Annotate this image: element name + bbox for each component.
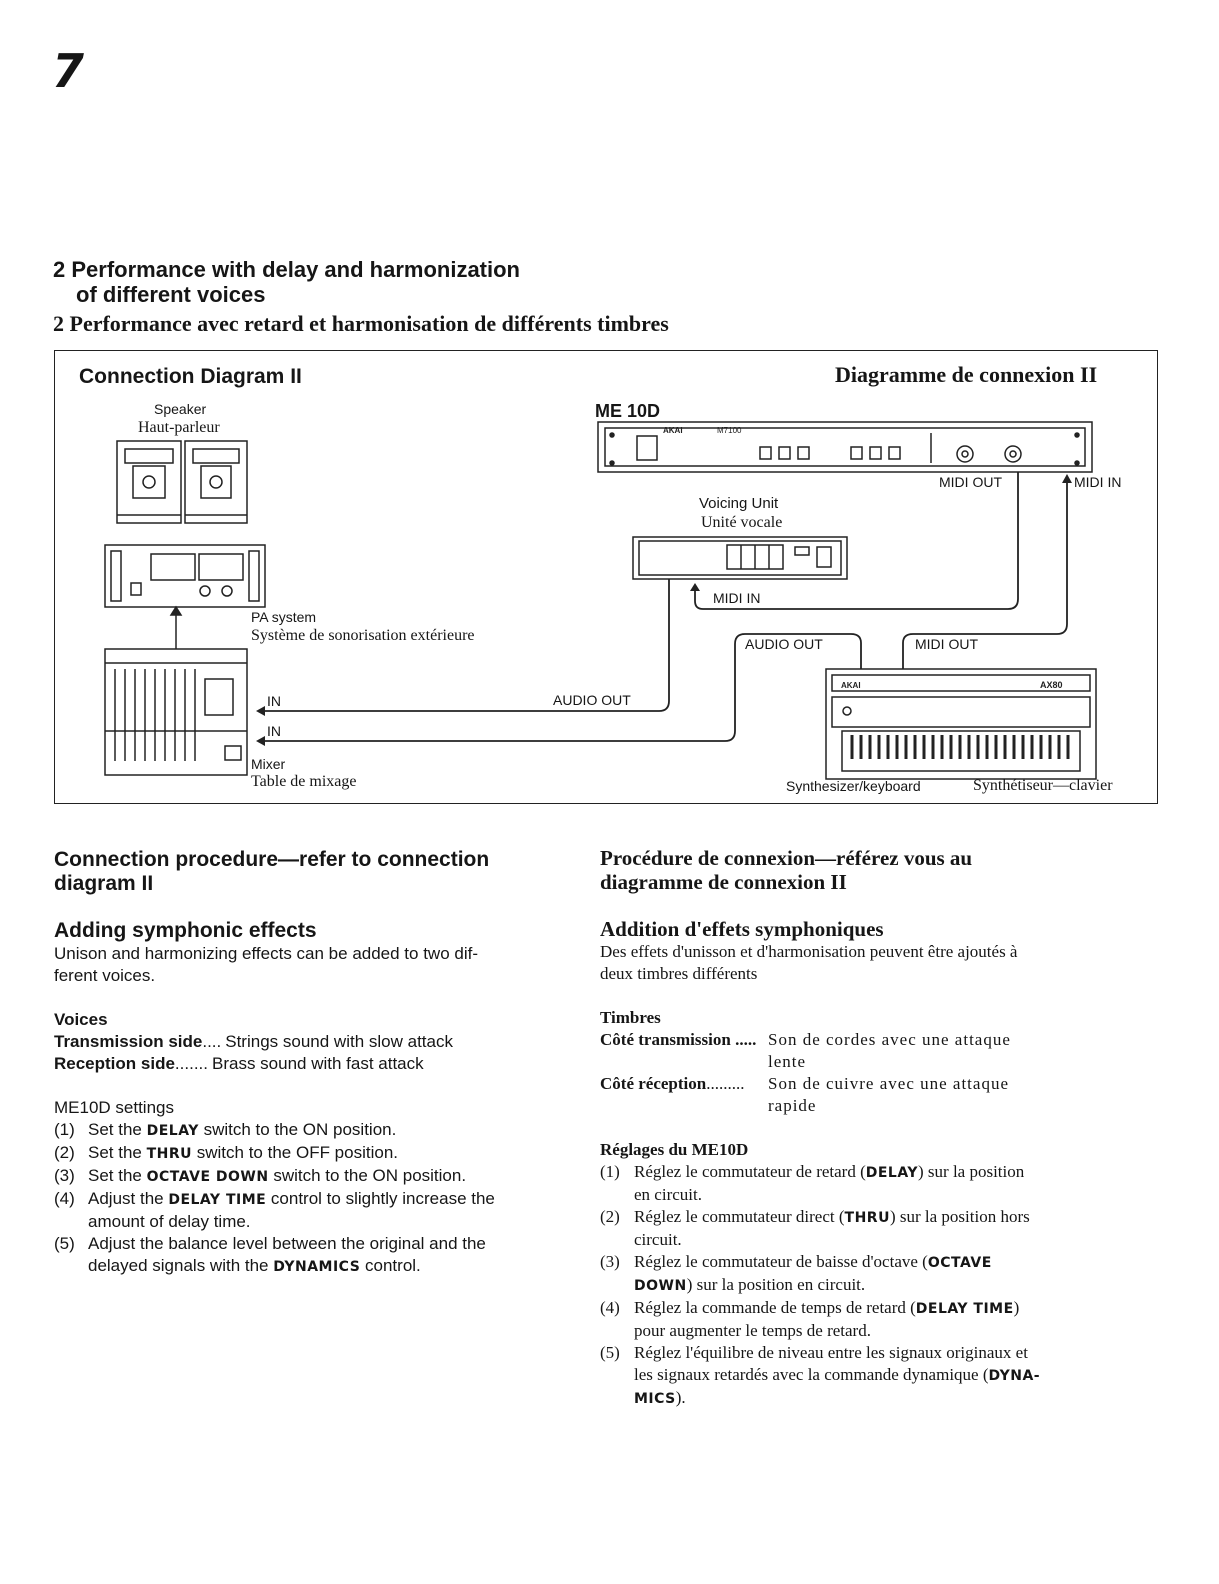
- tx-value-fr-2: lente: [768, 1052, 807, 1071]
- settings-title-fr: Réglages du ME10D: [600, 1140, 749, 1159]
- item-text: ).: [675, 1388, 686, 1407]
- effects-title-fr: Addition d'effets symphoniques: [600, 917, 884, 941]
- settings-item-fr: [600, 1297, 1130, 1342]
- synth-label-en: Synthesizer/keyboard: [786, 778, 921, 794]
- speaker-label-en: Speaker: [154, 401, 207, 417]
- mixer-label-fr: Table de mixage: [251, 773, 357, 790]
- synth-model: AX80: [1040, 680, 1063, 690]
- proc-title-en-line2: diagram II: [54, 872, 154, 895]
- item-text: ) sur la position: [918, 1162, 1025, 1181]
- settings-item-fr: [600, 1161, 1130, 1206]
- rx-dots-fr: .........: [706, 1074, 745, 1093]
- item-number: (4): [600, 1298, 620, 1317]
- item-keyword: DELAY TIME: [915, 1301, 1014, 1317]
- item-keyword: DELAY TIME: [168, 1192, 267, 1208]
- item-pre: Adjust the: [88, 1189, 169, 1208]
- effects-text-fr: [600, 941, 1130, 985]
- item-number: (3): [600, 1252, 620, 1271]
- item-text: Réglez l'équilibre de niveau entre les signaux originaux et: [634, 1343, 1028, 1362]
- item-keyword: THRU: [146, 1146, 193, 1162]
- rx-label-en: Reception side: [54, 1054, 175, 1073]
- proc-title-en: [54, 848, 584, 896]
- settings-title-en: ME10D settings: [54, 1098, 174, 1117]
- speaker-left-icon: [117, 441, 181, 523]
- item-post: switch to the OFF position.: [192, 1143, 398, 1162]
- mixer-to-pa-arrow: [171, 607, 181, 649]
- item-keyword: DELAY: [146, 1123, 199, 1139]
- item-text: Réglez le commutateur de baisse d'octave (: [634, 1252, 928, 1271]
- synth-label-fr: Synthétiseur—clavier: [973, 777, 1113, 794]
- item-text: circuit.: [634, 1230, 682, 1249]
- tx-dots-fr: .....: [735, 1030, 757, 1049]
- page-number: 7: [52, 44, 85, 98]
- item-post: switch to the ON position.: [268, 1166, 467, 1185]
- proc-title-fr-line1: Procédure de connexion—référez vous au: [600, 846, 973, 870]
- section-heading-en: [53, 257, 520, 307]
- synth-audio-out-label: AUDIO OUT: [745, 636, 823, 652]
- english-column: [54, 848, 584, 1278]
- voicing-label-en: Voicing Unit: [699, 495, 779, 512]
- settings-item-fr: [600, 1342, 1130, 1410]
- voices-tx-row-en: [54, 1031, 584, 1053]
- voices-title-fr: Timbres: [600, 1008, 661, 1027]
- item-keyword: DELAY: [865, 1165, 918, 1181]
- french-column: [600, 846, 1130, 1410]
- connection-diagram: [54, 350, 1158, 804]
- me10d-midi-in-label: MIDI IN: [1074, 474, 1122, 490]
- section-heading-en-line1: 2 Performance with delay and harmonization: [53, 257, 520, 282]
- item-text: ) sur la position hors: [889, 1207, 1030, 1226]
- item-pre: Set the: [88, 1166, 147, 1185]
- rx-value-fr-2: rapide: [768, 1096, 817, 1115]
- item-keyword: DOWN: [634, 1278, 687, 1294]
- mixer-in-1-label: IN: [267, 693, 281, 709]
- effects-text-en-line2: ferent voices.: [54, 966, 156, 985]
- settings-item-en: [54, 1233, 584, 1278]
- proc-title-fr: [600, 846, 1130, 894]
- item-keyword: OCTAVE: [927, 1255, 992, 1271]
- mixer-in-2-arrow: [256, 736, 265, 746]
- effects-text-en: [54, 943, 584, 987]
- item-number: (5): [54, 1234, 75, 1253]
- tx-dots-en: ....: [202, 1032, 222, 1051]
- item-post: switch to the ON position.: [198, 1120, 397, 1139]
- settings-list-fr: [600, 1161, 1130, 1410]
- item-number: (5): [600, 1343, 620, 1362]
- item-text: les signaux retardés avec la commande dynamique (: [634, 1365, 989, 1384]
- item-number: (2): [600, 1207, 620, 1226]
- item-keyword: MICS: [634, 1391, 676, 1407]
- diagram-title-fr: Diagramme de connexion II: [835, 362, 1098, 387]
- voices-tx-row-fr: [600, 1029, 1130, 1073]
- pa-label-fr: Système de sonorisation extérieure: [251, 627, 475, 644]
- item-number: (2): [54, 1143, 75, 1162]
- item-text: Réglez le commutateur direct (: [634, 1207, 845, 1226]
- item-pre: Set the: [88, 1120, 147, 1139]
- voicing-unit-icon: [633, 537, 847, 579]
- item-number: (4): [54, 1189, 75, 1208]
- rx-dots-en: .......: [174, 1054, 208, 1073]
- tx-label-fr: Côté transmission: [600, 1030, 731, 1049]
- voices-rx-row-fr: [600, 1073, 1130, 1117]
- voicing-midi-in-arrow: [690, 583, 700, 591]
- effects-title-en: Adding symphonic effects: [54, 919, 317, 942]
- mixer-label-en: Mixer: [251, 756, 286, 772]
- effects-text-en-line1: Unison and harmonizing effects can be added to two dif-: [54, 944, 479, 963]
- item-text: Réglez la commande de temps de retard (: [634, 1298, 916, 1317]
- mixer-icon: [105, 649, 247, 775]
- proc-title-en-line1: Connection procedure—refer to connection: [54, 848, 490, 871]
- mixer-in-2-label: IN: [267, 723, 281, 739]
- section-heading-fr: 2 Performance avec retard et harmonisation de différents timbres: [53, 311, 669, 336]
- tx-label-en: Transmission side: [54, 1032, 203, 1051]
- item-keyword: DYNA-: [988, 1368, 1041, 1384]
- rx-label-fr: Côté réception: [600, 1074, 707, 1093]
- item-text: pour augmenter le temps de retard.: [634, 1321, 871, 1340]
- settings-item-en: [54, 1188, 584, 1233]
- voicing-audio-out-label: AUDIO OUT: [553, 692, 631, 708]
- settings-item-fr: [600, 1251, 1130, 1297]
- item-text: en circuit.: [634, 1185, 702, 1204]
- item-text: ) sur la position en circuit.: [686, 1275, 866, 1294]
- me10d-brand: AKAI: [663, 426, 683, 435]
- settings-item-en: [54, 1165, 584, 1188]
- mixer-in-1-arrow: [256, 706, 265, 716]
- tx-value-fr: Son de cordes avec une attaque: [768, 1030, 1011, 1049]
- item-keyword: OCTAVE DOWN: [146, 1169, 269, 1185]
- me10d-midi-out-label: MIDI OUT: [939, 474, 1002, 490]
- speaker-label-fr: Haut-parleur: [138, 419, 220, 436]
- item-number: (3): [54, 1166, 75, 1185]
- me10d-midi-in-arrow: [1062, 474, 1072, 483]
- item-line2-pre: delayed signals with the: [88, 1256, 274, 1275]
- me10d-label: ME 10D: [595, 401, 661, 421]
- item-text: Réglez le commutateur de retard (: [634, 1162, 866, 1181]
- me10d-model: M7100: [717, 426, 742, 435]
- section-heading-en-line2: of different voices: [76, 282, 266, 307]
- pa-system-icon: [105, 545, 265, 607]
- synth-brand: AKAI: [841, 681, 861, 690]
- voicing-label-fr: Unité vocale: [701, 514, 783, 531]
- settings-list-en: [54, 1119, 584, 1278]
- effects-text-fr-line2: deux timbres différents: [600, 964, 758, 983]
- speaker-right-icon: [185, 441, 247, 523]
- item-line2: amount of delay time.: [88, 1212, 251, 1231]
- item-line2-post: control.: [360, 1256, 421, 1275]
- item-pre: Adjust the balance level between the original and the: [88, 1234, 486, 1253]
- item-keyword: DYNAMICS: [273, 1259, 361, 1275]
- synth-midi-out-label: MIDI OUT: [915, 636, 978, 652]
- proc-title-fr-line2: diagramme de connexion II: [600, 870, 847, 894]
- rx-value-fr: Son de cuivre avec une attaque: [768, 1074, 1009, 1093]
- item-post: control to slightly increase the: [266, 1189, 495, 1208]
- voices-rx-row-en: [54, 1053, 584, 1075]
- voicing-midi-in-label: MIDI IN: [713, 590, 761, 606]
- settings-item-en: [54, 1119, 584, 1142]
- voices-title-en: Voices: [54, 1010, 108, 1029]
- item-number: (1): [600, 1162, 620, 1181]
- settings-item-en: [54, 1142, 584, 1165]
- rx-value-en: Brass sound with fast attack: [211, 1054, 424, 1073]
- item-keyword: THRU: [844, 1210, 890, 1226]
- item-pre: Set the: [88, 1143, 147, 1162]
- item-text: ): [1013, 1298, 1020, 1317]
- pa-label-en: PA system: [251, 609, 317, 625]
- tx-value-en: Strings sound with slow attack: [225, 1032, 453, 1051]
- diagram-title-en: Connection Diagram II: [79, 365, 302, 388]
- effects-text-fr-line1: Des effets d'unisson et d'harmonisation peuvent être ajoutés à: [600, 942, 1018, 961]
- item-number: (1): [54, 1120, 75, 1139]
- settings-item-fr: [600, 1206, 1130, 1251]
